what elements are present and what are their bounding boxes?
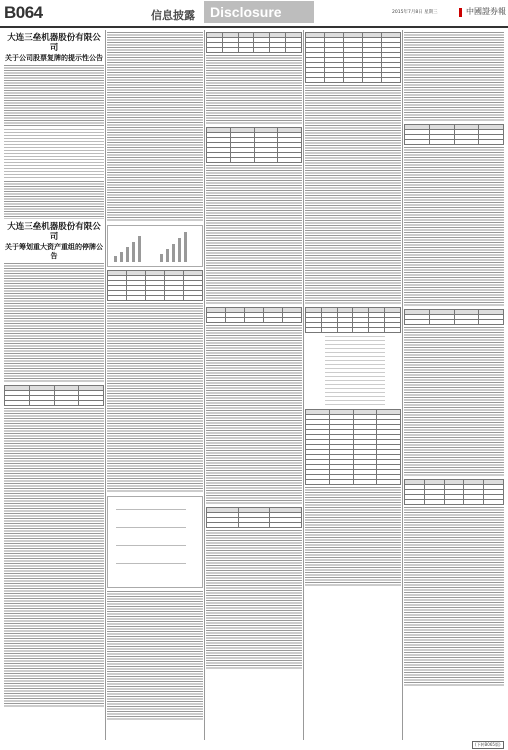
article-body [4,263,104,383]
article-subtitle: 关于公司股票复牌的提示性公告 [5,53,103,62]
data-table [107,270,203,301]
column-divider [204,30,205,740]
data-table [404,309,504,325]
chart-bar [184,232,187,262]
data-table [404,124,504,145]
article-body [206,165,302,305]
chart-bar [166,249,169,262]
page-number: B064 [4,3,43,22]
article-body [404,327,504,477]
data-table [305,307,401,333]
chart-bar [132,242,135,262]
data-table [404,479,504,505]
chart-bar [172,244,175,262]
issue-date: 2015年7月8日 星期三 [392,10,438,15]
article-body [206,530,302,670]
column-4 [305,30,401,740]
article-body [404,147,504,307]
data-table [4,385,104,406]
column-divider [303,30,304,740]
chart-bar [120,252,123,262]
article-body [206,325,302,505]
article-heading [4,33,104,62]
chart-bar [114,256,117,262]
data-table [206,507,302,528]
continued-on-tag: (下转B065版) [472,741,504,749]
article-subtitle: 关于筹划重大资产重组的停牌公告 [5,242,103,260]
article-body [404,32,504,122]
article-body [305,85,401,305]
chart-bar [178,238,181,262]
article-heading [4,222,104,260]
chart-bar [138,236,141,262]
article-body [4,181,104,219]
logo-mark [459,8,462,17]
article-title: 大连三垒机器股份有限公司 [7,222,101,242]
article-title: 大连三垒机器股份有限公司 [7,33,101,53]
data-table [206,127,302,163]
newspaper-name: 中國證券報 [466,7,506,16]
article-body [4,129,104,179]
column-divider [105,30,106,740]
article-body [107,32,203,222]
column-2 [107,30,203,740]
article-body [107,591,203,721]
article-body [107,303,203,493]
masthead [0,0,508,28]
article-body [4,408,104,708]
article-body [4,65,104,127]
section-title-en: Disclosure [204,1,314,23]
scanned-document-image [107,496,203,588]
column-divider [402,30,403,740]
data-table [206,307,302,323]
column-3 [206,30,302,740]
article-body [305,487,401,587]
bar-chart-figure [107,225,203,267]
data-table [206,32,302,53]
chart-bar [126,247,129,262]
section-title-zh: 信息披露 [151,9,195,22]
data-table [305,32,401,83]
chart-bar [160,254,163,262]
column-5 [404,30,504,740]
column-1 [4,30,104,740]
data-table [305,409,401,485]
formula-block [325,336,385,406]
article-body [404,507,504,687]
article-body [206,55,302,125]
